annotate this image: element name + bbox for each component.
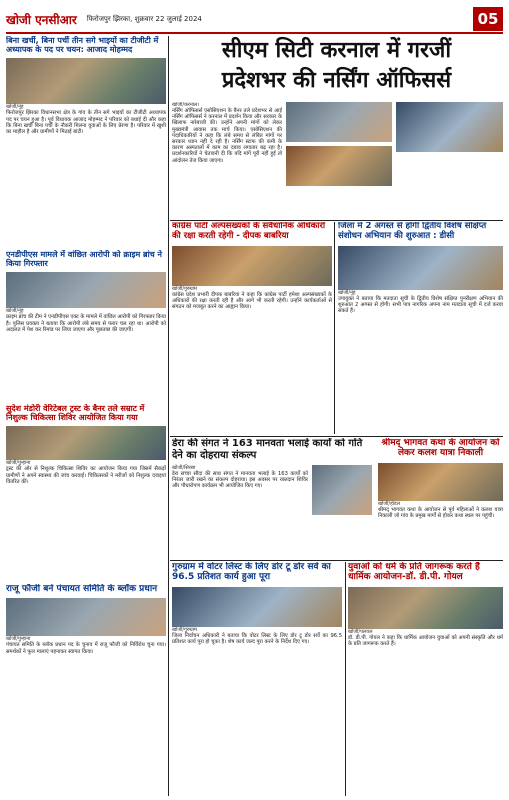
- article-congress-body: कांग्रेस प्रदेश प्रभारी दीपक बाबरिया ने कहा कि कांग्रेस पार्टी हमेशा अल्पसंख्यकों के अधिकारों की रक्षा करती रही है और आगे भी करती रहेगी। उन्होंने कार्यकर्ताओं से संगठन को मजबूत करने का आह्वान किया।: [172, 291, 332, 310]
- article-camp-headline: सुदेश मंडोरी वेरिटेबल ट्रस्ट के बैनर तले सम्राट में निशुल्क चिकित्सा शिविर आयोजित किया गया: [6, 404, 145, 423]
- article-nurses-body: नर्सिंग ऑफिसर्स एसोसिएशन के बैनर तले प्रदेशभर से आई नर्सिंग ऑफिसर्स ने करनाल में प्रदर्शन किया और सरकार के खिलाफ नारेबाजी की। उन्होंने अपनी मांगों को लेकर मुख्यमंत्री आवास तक मार्च किया। एसोसिएशन की पदाधिकारियों ने कहा कि लंबे समय से लंबित मांगों पर सरकार ध्यान नहीं दे रही है। नर्सिंग स्टाफ की कमी के कारण अस्पतालों में काम का दबाव लगातार बढ़ रहा है। प्रदर्शनकारियों ने चेतावनी दी कि यदि मांगें पूरी नहीं हुईं तो आंदोलन तेज किया जाएगा।: [172, 108, 282, 164]
- article-camp-byline: खोजी/पुन्हाना: [6, 460, 31, 467]
- article-teachers-headline: बिना खर्ची, बिना पर्ची तीन सगे भाइयों का टीजीटी में अध्यापक के पद पर चयन: आजाद मोहम्मद: [6, 36, 159, 55]
- article-panchayat-byline: खोजी/पुन्हाना: [6, 636, 31, 643]
- article-panchayat-body: पंचायत समिति के ब्लॉक प्रधान पद के चुनाव में राजू फौजी को निर्विरोध चुना गया। समर्थकों ने फूल मालाएं पहनाकर स्वागत किया।: [6, 642, 166, 655]
- article-arrest: [6, 250, 166, 400]
- article-camp-body: ट्रस्ट की ओर से निशुल्क चिकित्सा शिविर का आयोजन किया गया जिसमें सैकड़ों ग्रामीणों ने अपने स्वास्थ्य की जांच करवाई। चिकित्सकों ने मरीजों को निशुल्क दवाइयां वितरित कीं।: [6, 466, 166, 485]
- article-district: [338, 222, 503, 434]
- lead-headline: [170, 36, 503, 100]
- row-rule-1: [170, 220, 503, 221]
- article-arrest-body: क्राइम ब्रांच की टीम ने एनडीपीएस एक्ट के मामले में वांछित आरोपी को गिरफ्तार किया है। पुलिस प्रवक्ता ने बताया कि आरोपी लंबे समय से फरार चल रहा था। आरोपी को अदालत में पेश कर रिमांड पर लिया जाएगा और पूछताछ की जाएगी।: [6, 314, 166, 333]
- column-rule-left: [168, 36, 169, 796]
- article-dera-photo: [312, 465, 372, 515]
- row-rule-2: [170, 436, 503, 437]
- article-youth-body: डॉ. डी.पी. गोयल ने कहा कि धार्मिक आयोजन युवाओं को अपनी संस्कृति और धर्म के प्रति जागरूक करते हैं।: [348, 634, 503, 647]
- article-youth-photo: [348, 587, 503, 629]
- article-voter-headline: गुरुग्राम में वोटर लिस्ट के लिए डोर टू डोर सर्वे का 96.5 प्रतिशत कार्य हुआ पूरा: [172, 562, 331, 583]
- article-voter-photo: [172, 587, 342, 627]
- article-bhagwat-headline: श्रीमद् भागवत कथा के आयोजन को लेकर कलश यात्रा निकाली: [381, 438, 500, 459]
- article-congress-byline: खोजी/गुरुग्राम: [172, 285, 197, 292]
- article-nurses-photo-3: [396, 102, 503, 152]
- brand-name: खोजी एनसीआर: [6, 12, 77, 27]
- article-congress-photo: [172, 246, 332, 286]
- article-arrest-byline: खोजी/नूंह: [6, 308, 24, 315]
- article-district-byline: खोजी/नूंह: [338, 289, 356, 296]
- article-bhagwat-body: श्रीमद् भागवत कथा के आयोजन से पूर्व महिलाओं ने कलश यात्रा निकाली जो गांव के प्रमुख मार्गों से होकर कथा स्थल पर पहुंची।: [378, 506, 503, 519]
- article-youth: [348, 562, 503, 796]
- article-voter-body: जिला निर्वाचन अधिकारी ने बताया कि वोटर लिस्ट के लिए डोर टू डोर सर्वे का 96.5 प्रतिशत कार्य पूरा हो चुका है। शेष कार्य जल्द पूरा करने के निर्देश दिए गए।: [172, 632, 342, 645]
- article-nurses-byline: खोजी/करनाल।: [172, 102, 200, 108]
- article-voter: [172, 562, 342, 796]
- page-number: 05: [473, 7, 503, 31]
- article-nurses-photo-1: [286, 102, 392, 142]
- article-bhagwat: [378, 438, 503, 558]
- article-bhagwat-byline: खोजी/होडल: [378, 500, 401, 507]
- article-arrest-headline: एनडीपीएस मामले में वांछित आरोपी को क्राइम ब्रांच ने किया गिरफ्तार: [6, 250, 162, 269]
- article-youth-byline: खोजी/पलवल: [348, 628, 373, 635]
- article-nurses-photo-2: [286, 146, 392, 186]
- lead-headline-line1: सीएम सिटी करनाल में गरजीं: [221, 38, 452, 63]
- article-teachers: [6, 36, 166, 246]
- lead-headline-line2: प्रदेशभर की नर्सिंग ऑफिसर्स: [221, 68, 452, 93]
- article-district-body: उपायुक्त ने बताया कि मतदाता सूची के द्वितीय विशेष संक्षिप्त पुनरीक्षण अभियान की शुरुआत 2 अगस्त से होगी। सभी पात्र नागरिक अपना नाम मतदाता सूची में दर्ज करवा सकते हैं।: [338, 295, 503, 314]
- article-teachers-body: फिरोजपुर झिरका विधानसभा क्षेत्र के गांव के तीन सगे भाइयों का टीजीटी अध्यापक पद पर चयन हुआ है। पूर्व विधायक आजाद मोहम्मद ने परिवार को बधाई दी और कहा कि बिना खर्ची बिना पर्ची के नौकरी मिलना युवाओं के लिए प्रेरणा है। परिवार में खुशी का माहौल है और ग्रामीणों ने मिठाई बांटी।: [6, 110, 166, 135]
- article-panchayat-photo: [6, 598, 166, 636]
- column-rule-mid: [334, 222, 335, 434]
- article-bhagwat-photo: [378, 463, 503, 501]
- article-dera-body: डेरा सच्चा सौदा की साध संगत ने मानवता भलाई के 163 कार्यों को निरंतर जारी रखने का संकल्प दोहराया। इस अवसर पर रक्तदान शिविर और पौधारोपण कार्यक्रम भी आयोजित किए गए।: [172, 471, 308, 490]
- article-voter-byline: खोजी/गुरुग्राम: [172, 626, 197, 633]
- article-dera-headline: डेरा की संगत ने 163 मानवता भलाई कार्यों को गति देने का दोहराया संकल्प: [172, 438, 363, 461]
- article-dera-byline: खोजी/सिरसा: [172, 465, 196, 471]
- article-panchayat: [6, 584, 166, 796]
- article-nurses: [172, 102, 503, 218]
- issue-date: फिरोजपुर झिरका, शुक्रवार 22 जुलाई 2024: [86, 14, 202, 23]
- article-teachers-byline: खोजी/नूंह: [6, 104, 24, 111]
- article-youth-headline: युवाओं को धर्म के प्रति जागरूक करते हैं धार्मिक आयोजन-डॉ. डी.पी. गोयल: [348, 562, 480, 583]
- article-district-photo: [338, 246, 503, 290]
- article-panchayat-headline: राजू फौजी बने पंचायत समिति के ब्लॉक प्रधान: [6, 584, 158, 594]
- article-arrest-photo: [6, 272, 166, 308]
- article-camp: [6, 404, 166, 580]
- article-district-headline: जिला में 2 अगस्त से होगी द्वितीय विशेष संक्षिप्त संशोधन अभियान की शुरुआत : डीसी: [338, 222, 487, 241]
- column-rule-bottom: [345, 562, 346, 796]
- article-dera: [172, 438, 372, 558]
- masthead: [6, 6, 503, 34]
- article-camp-photo: [6, 426, 166, 460]
- row-rule-3: [170, 560, 503, 561]
- article-congress: [172, 222, 332, 434]
- article-congress-headline: कांग्रेस पार्टी अल्पसंख्यकों के संवैधानिक अधिकारों की रक्षा करती रहेगी - दीपक बाबरिया: [172, 222, 326, 241]
- article-teachers-photo: [6, 58, 166, 104]
